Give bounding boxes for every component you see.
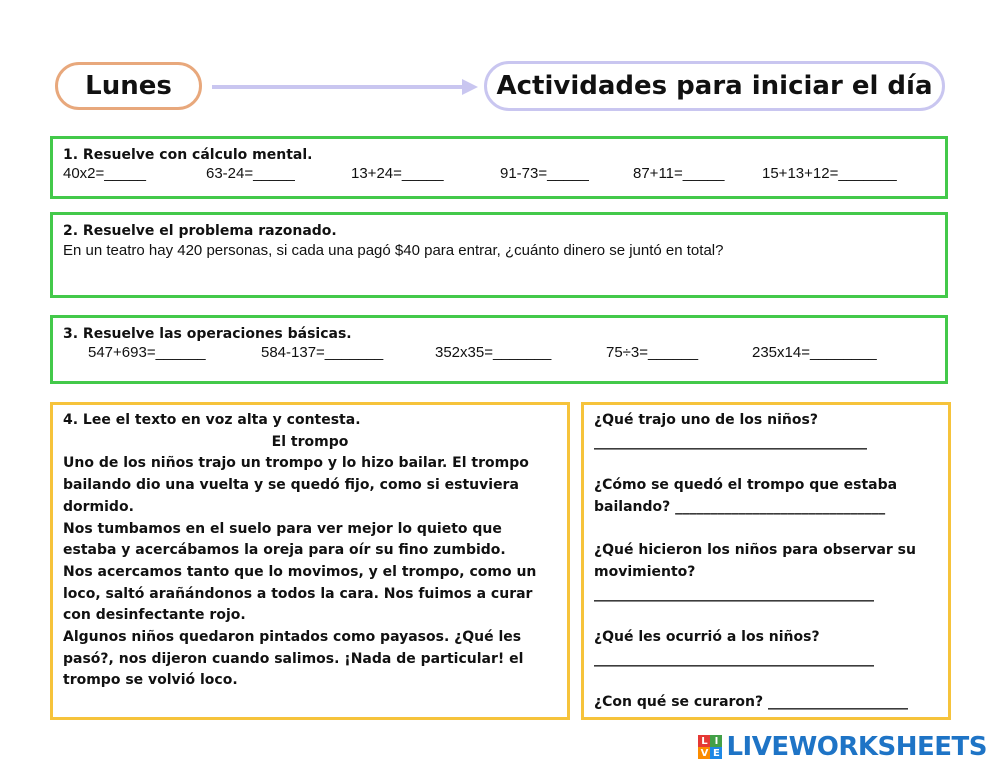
operations-row	[63, 165, 935, 185]
operation-item: 15+13+12=_______	[762, 165, 897, 182]
page-title: Actividades para iniciar el día	[484, 61, 945, 111]
operation-item: 547+693=______	[88, 344, 206, 361]
spacer	[594, 453, 938, 475]
section-heading: 2. Resuelve el problema razonado.	[63, 223, 337, 239]
question-text: ¿Qué trajo uno de los niños?	[594, 412, 818, 428]
story-paragraph: Uno de los niños trajo un trompo y lo hizo bailar. El trompo bailando dio una vuelta y se quedó fijo, como si estuviera dormido.	[63, 455, 529, 515]
operation-item: 75÷3=______	[606, 344, 699, 361]
section-heading: 3. Resuelve las operaciones básicas.	[63, 326, 352, 342]
day-label: Lunes	[55, 62, 202, 110]
problem-text: En un teatro hay 420 personas, si cada una pagó $40 para entrar, ¿cuánto dinero se juntó en total?	[63, 242, 724, 259]
operation-item: 63-24=_____	[206, 165, 295, 182]
operation-item: 352x35=_______	[435, 344, 552, 361]
spacer	[594, 605, 938, 627]
questions-section	[581, 402, 951, 720]
question-text: ¿Qué les ocurrió a los niños?	[594, 628, 820, 645]
mental-math-section	[50, 136, 948, 199]
operation-item: 40x2=_____	[63, 165, 146, 182]
section-heading: 1. Resuelve con cálculo mental.	[63, 147, 313, 163]
logo-letter: L	[698, 735, 710, 747]
section-heading: 4. Lee el texto en voz alta y contesta.	[63, 412, 361, 428]
operations-row	[63, 344, 935, 364]
question-text: ¿Qué hicieron los niños para observar su	[594, 542, 916, 559]
spacer	[594, 670, 938, 692]
arrow-right-icon	[212, 76, 484, 98]
spacer	[594, 519, 938, 541]
operation-item: 13+24=_____	[351, 165, 444, 182]
question-text: ¿Cómo se quedó el trompo que estaba	[594, 477, 898, 494]
answer-line[interactable]: ________________________________________	[594, 585, 874, 602]
answer-line[interactable]: ________________________________________	[594, 650, 874, 667]
liveworksheets-logo-icon	[698, 735, 722, 759]
logo-letter: I	[710, 735, 722, 747]
operation-item: 235x14=________	[752, 344, 877, 361]
story-paragraph: Algunos niños quedaron pintados como payasos. ¿Qué les pasó?, nos dijeron cuando salimos. ¡Nada de particular! el trompo se volvió loco.	[63, 629, 524, 689]
word-problem-section	[50, 212, 948, 298]
story-paragraph: Nos tumbamos en el suelo para ver mejor lo quieto que estaba y acercábamos la oreja para oír su fino zumbido.	[63, 520, 506, 559]
question-with-answer-line[interactable]: bailando? ______________________________	[594, 498, 886, 515]
story-title: El trompo	[271, 433, 349, 450]
story-paragraph: Nos acercamos tanto que lo movimos, y el trompo, como un loco, saltó arañándonos a todos la cara. Nos fuimos a curar con desinfectante rojo.	[63, 563, 537, 624]
reading-section	[50, 402, 570, 720]
operation-item: 91-73=_____	[500, 165, 589, 182]
logo-letter: E	[710, 747, 722, 759]
basic-operations-section	[50, 315, 948, 384]
answer-line[interactable]: _______________________________________	[594, 433, 867, 450]
question-with-answer-line[interactable]: ¿Con qué se curaron? ____________________	[594, 694, 909, 711]
operation-item: 87+11=_____	[633, 165, 725, 182]
question-text: movimiento?	[594, 563, 696, 580]
liveworksheets-brand	[698, 732, 987, 762]
operation-item: 584-137=_______	[261, 344, 384, 361]
logo-letter: V	[698, 747, 710, 759]
brand-name: LIVEWORKSHEETS	[726, 732, 987, 762]
